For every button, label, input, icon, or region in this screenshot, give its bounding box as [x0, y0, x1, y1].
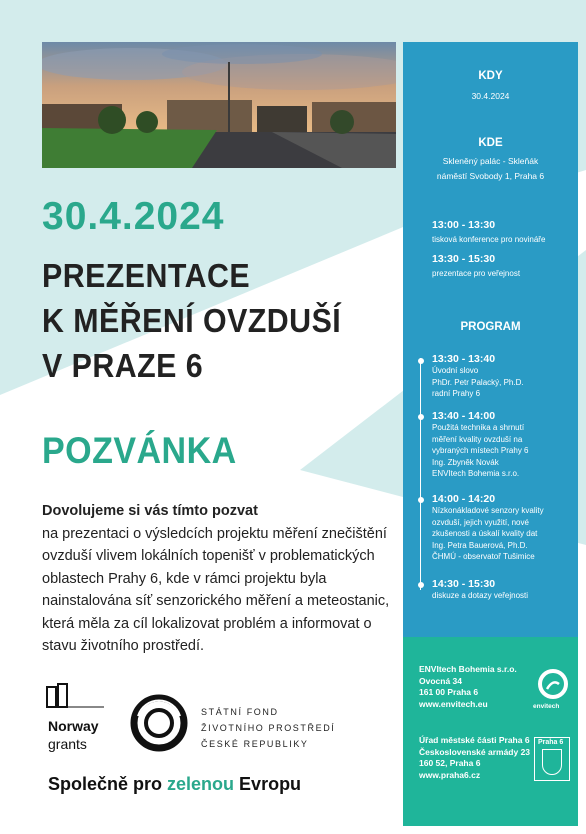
intro-text	[42, 500, 390, 658]
program-time: 14:00 - 14:20	[432, 493, 496, 505]
info-sidebar	[403, 42, 578, 637]
program-item	[432, 578, 528, 602]
contact-line: ENVItech Bohemia s.r.o.	[419, 664, 517, 674]
contacts-footer	[403, 637, 578, 826]
norway-label: Norway	[48, 718, 99, 734]
program-desc: ozvduší, jejich využití, nové	[432, 517, 529, 527]
program-time: 13:40 - 14:00	[432, 410, 496, 422]
intro-lead: Dovolujeme si vás tímto pozvat	[42, 503, 258, 519]
contact-line: 161 00 Praha 6	[419, 687, 479, 697]
sfzp-text	[201, 704, 335, 752]
crest-shield-icon	[542, 749, 562, 775]
norway-grants-logo	[46, 682, 106, 712]
praha6-crest-logo	[534, 737, 570, 781]
kde-line: Skleněný palác - Skleňák	[442, 156, 539, 166]
headline-date: 30.4.2024	[42, 195, 225, 238]
program-item	[432, 353, 524, 400]
program-desc: Použitá technika a shrnutí	[432, 423, 525, 432]
program-item	[432, 410, 528, 480]
slogan-highlight: zelenou	[167, 774, 235, 794]
kdy-label: KDY	[478, 70, 503, 82]
sfzp-line: STÁTNÍ FOND	[201, 707, 279, 717]
envitech-logo-label: envitech	[533, 703, 560, 710]
timeline-dot	[418, 358, 424, 364]
schedule-time: 13:00 - 13:30	[432, 219, 496, 231]
kdy-value: 30.4.2024	[471, 91, 510, 101]
norway-grants-text	[48, 717, 99, 753]
contact-line: Úřad městské části Praha 6	[419, 735, 530, 745]
timeline-dot	[418, 414, 424, 420]
invitation-heading: POZVÁNKA	[42, 430, 237, 471]
partner-logos	[42, 680, 382, 760]
schedule-desc: prezentace pro veřejnost	[432, 269, 521, 278]
schedule-desc: tisková konference pro novináře	[432, 235, 546, 244]
slogan-part: Společně pro	[48, 774, 168, 794]
grants-label: grants	[48, 736, 87, 752]
contact-link[interactable]: www.praha6.cz	[419, 769, 481, 780]
sfzp-line: ČESKÉ REPUBLIKY	[201, 739, 309, 749]
program-time: 14:30 - 15:30	[432, 578, 496, 590]
timeline-dot	[418, 582, 424, 588]
contact-line: Ovocná 34	[419, 675, 462, 686]
urad-contact	[419, 735, 530, 781]
title-line: V PRAZE 6	[42, 347, 204, 384]
praha6-logo-label: Praha 6	[538, 739, 564, 746]
contact-line: 160 52, Praha 6	[419, 758, 481, 768]
program-desc: zkušenosti a úskalí kvality dat	[432, 529, 538, 538]
program-timeline	[420, 358, 421, 590]
program-desc: Ing. Petra Bauerová, Ph.D.	[432, 540, 528, 550]
program-desc: PhDr. Petr Palacký, Ph.D.	[432, 377, 524, 387]
contact-link[interactable]: www.envitech.eu	[419, 698, 488, 709]
program-desc: Ing. Zbyněk Novák	[432, 457, 499, 467]
program-desc: ENVItech Bohemia s.r.o.	[432, 469, 520, 478]
envitech-logo	[536, 667, 570, 701]
program-desc: Úvodní slovo	[432, 366, 479, 375]
program-desc: Nízkonákladové senzory kvality	[432, 506, 544, 515]
program-desc: vybraných místech Prahy 6	[432, 446, 529, 455]
sfzp-ring-logo	[130, 694, 188, 752]
schedule-time: 13:30 - 15:30	[432, 253, 496, 265]
title-line: PREZENTACE	[42, 257, 251, 294]
slogan	[48, 774, 301, 795]
intro-body: na prezentaci o výsledcích projektu měření znečištění ovzduší vlivem lokálních topenišť v problematických oblastech Prahy 6, kde v rámci projektu byla nainstalována síť senzorického měření a meteostanic, která měla za cíl lokalizovat problém a informovat o stavu životního prostředí.	[42, 525, 390, 654]
timeline-dot	[418, 497, 424, 503]
program-desc: diskuze a dotazy veřejnosti	[432, 591, 529, 600]
envitech-contact	[419, 664, 517, 710]
header-photo	[42, 42, 396, 168]
program-label: PROGRAM	[460, 321, 521, 333]
program-time: 13:30 - 13:40	[432, 353, 496, 365]
contact-line: Československé armády 23	[419, 746, 531, 757]
kde-label: KDE	[478, 137, 503, 149]
kde-line: náměstí Svobody 1, Praha 6	[436, 171, 545, 181]
program-desc: radní Prahy 6	[432, 389, 481, 398]
program-desc: měření kvality ovzduší na	[432, 434, 523, 444]
sfzp-line: ŽIVOTNÍHO PROSTŘEDÍ	[201, 723, 336, 733]
slogan-part: Evropu	[234, 774, 302, 794]
title-line: K MĚŘENÍ OVZDUŠÍ	[42, 302, 342, 339]
page-title	[42, 253, 341, 388]
program-item	[432, 493, 544, 563]
program-desc: ČHMÚ - observatoř Tušimice	[432, 552, 535, 561]
